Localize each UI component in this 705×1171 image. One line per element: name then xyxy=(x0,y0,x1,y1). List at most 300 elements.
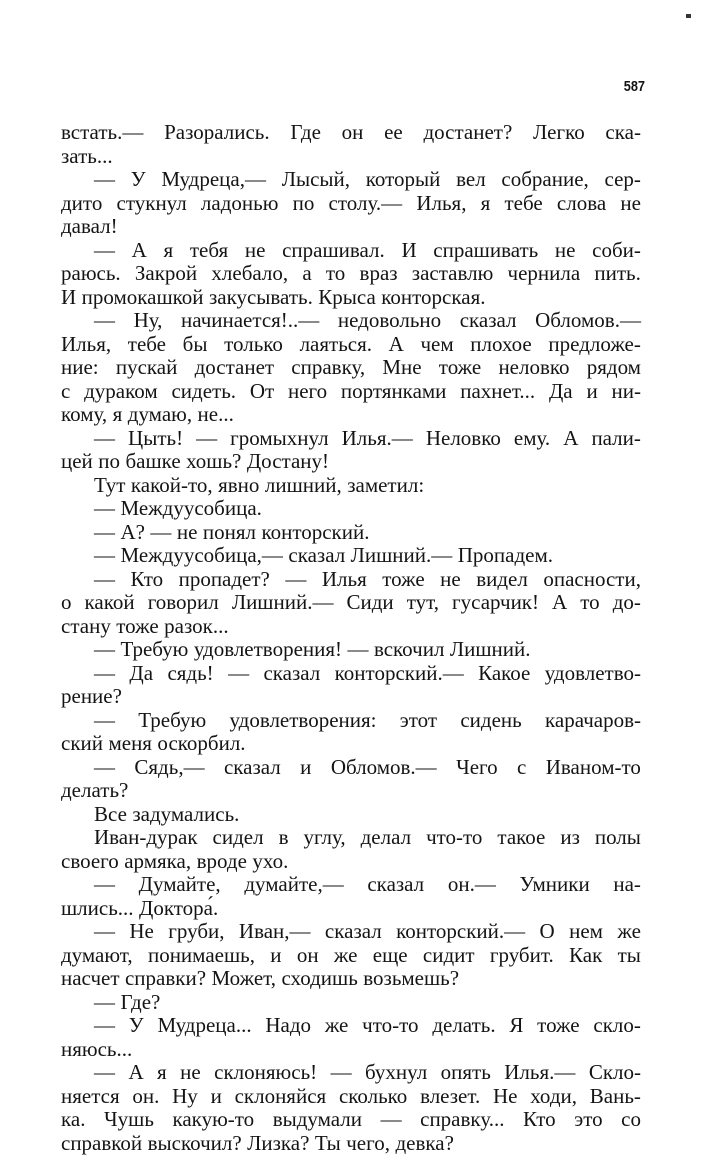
word: Легко xyxy=(533,120,585,144)
word: стану xyxy=(61,613,111,638)
word: не xyxy=(554,237,576,262)
word: я xyxy=(480,190,491,215)
word: Иван,— xyxy=(238,919,311,943)
text-line xyxy=(61,145,641,169)
word: Ну, xyxy=(133,308,163,332)
text-line xyxy=(61,662,641,686)
word: Междуусобица. xyxy=(120,496,262,520)
word: девка? xyxy=(395,1130,454,1155)
word: пропадет? xyxy=(178,566,270,591)
word: какую-то xyxy=(172,1107,255,1131)
word: — xyxy=(94,1013,115,1037)
word: с xyxy=(517,754,527,779)
word: Сядь,— xyxy=(134,754,205,779)
word: Крыса xyxy=(318,284,376,309)
word: — xyxy=(196,425,218,450)
word: справкой xyxy=(61,1130,143,1155)
word: портянками xyxy=(340,378,447,403)
word: Илья, xyxy=(61,331,112,356)
text-line xyxy=(61,215,641,239)
word: Достану! xyxy=(246,449,329,473)
word: ский xyxy=(61,731,103,755)
word: громыхнул xyxy=(230,425,329,450)
word: кому, xyxy=(61,402,108,426)
word: Лизка? xyxy=(247,1130,310,1155)
word: справку... xyxy=(420,1107,505,1131)
word: что-то xyxy=(426,825,483,849)
word: раюсь. xyxy=(61,261,121,285)
word: до- xyxy=(612,590,641,614)
word: еще xyxy=(372,942,408,967)
word: с xyxy=(61,378,71,403)
word: тут, xyxy=(406,590,439,614)
word: А xyxy=(563,425,579,450)
word: лаяться. xyxy=(299,331,373,356)
word: Мудреца,— xyxy=(161,167,266,191)
word: сходишь xyxy=(281,966,358,990)
word: А xyxy=(552,590,568,614)
word: неловко xyxy=(498,355,570,379)
text-line xyxy=(61,474,641,498)
word: склоняйся xyxy=(234,1083,327,1108)
word: чего, xyxy=(346,1130,390,1155)
word: Сиди xyxy=(346,590,394,614)
text-line xyxy=(61,192,641,216)
word: предложе- xyxy=(548,331,641,356)
word: делать. xyxy=(432,1013,496,1037)
text-line xyxy=(61,779,641,803)
word: — xyxy=(94,989,115,1014)
word: него xyxy=(287,378,328,403)
word: А? xyxy=(120,519,145,544)
word: Кто xyxy=(130,566,164,591)
word: то xyxy=(580,590,600,614)
text-line xyxy=(61,685,641,709)
word: — xyxy=(94,637,115,661)
word: — xyxy=(94,707,115,732)
word: Я xyxy=(509,1013,524,1037)
text-line xyxy=(61,1108,641,1132)
word: сказал xyxy=(288,543,346,567)
word: опасности, xyxy=(543,566,641,591)
word: заставлю xyxy=(411,261,494,285)
word: Закрой xyxy=(134,261,198,285)
word: же xyxy=(333,942,358,967)
word: — xyxy=(94,754,115,779)
word: У xyxy=(130,167,146,191)
word: полы xyxy=(594,825,641,849)
word: и xyxy=(210,1083,222,1108)
word: А xyxy=(131,237,147,262)
word: справки? xyxy=(124,966,207,990)
word: Мне xyxy=(382,355,422,379)
word: сказал xyxy=(367,872,425,896)
word: ни- xyxy=(611,378,641,403)
word: Цыть! xyxy=(128,425,184,450)
word: Требую xyxy=(120,637,189,661)
word: — xyxy=(94,237,115,262)
word: Иван-дурак xyxy=(94,825,198,849)
word: какой xyxy=(84,590,135,614)
word: по xyxy=(98,449,121,473)
word: Думайте, xyxy=(138,872,221,896)
word: Чушь xyxy=(104,1107,154,1131)
word: — xyxy=(94,543,115,567)
word: Лишний.— xyxy=(231,590,334,614)
word: который xyxy=(365,167,441,191)
word: конторский.— xyxy=(396,919,526,943)
word: ему. xyxy=(513,425,551,450)
word: башке xyxy=(125,449,181,473)
word: задумались. xyxy=(132,801,240,826)
word: — xyxy=(94,1060,115,1084)
word: достанет xyxy=(194,355,275,379)
word: — xyxy=(347,637,369,661)
word: склоняюсь! xyxy=(214,1060,318,1084)
word: Надо xyxy=(265,1013,312,1037)
text-line xyxy=(61,991,641,1015)
text-line xyxy=(61,427,641,451)
word: справку, xyxy=(291,355,366,379)
word: удовлетворения: xyxy=(229,707,377,732)
word: думают, xyxy=(61,942,133,967)
word: О xyxy=(539,919,555,943)
word: удовлетво- xyxy=(544,660,641,685)
word: нем xyxy=(569,919,603,943)
word: дито xyxy=(61,190,103,215)
word: Ты xyxy=(314,1130,341,1155)
word: ее xyxy=(384,120,403,144)
word: это xyxy=(574,1107,603,1131)
text-line xyxy=(61,920,641,944)
word: конторский.— xyxy=(334,660,464,685)
text-line xyxy=(61,967,641,991)
word: он xyxy=(341,120,364,144)
word: — xyxy=(228,660,250,685)
word: ухо. xyxy=(252,848,289,873)
word: Пропадем. xyxy=(457,543,553,567)
text-line xyxy=(61,356,641,380)
word: оскорбил. xyxy=(157,731,246,755)
word: Не xyxy=(129,919,154,943)
word: Иваном-то xyxy=(545,754,641,779)
word: опять xyxy=(440,1060,491,1084)
word: понимаешь, xyxy=(147,942,255,967)
word: меня xyxy=(108,731,152,755)
word: сказал xyxy=(263,660,321,685)
text-line xyxy=(61,544,641,568)
word: Чего xyxy=(456,754,498,779)
word: — xyxy=(94,425,115,450)
word: шлись... xyxy=(61,895,134,920)
word: скло- xyxy=(593,1013,641,1037)
word: думайте,— xyxy=(244,872,344,896)
word: И xyxy=(401,237,417,262)
word: я xyxy=(112,402,123,426)
word: рение? xyxy=(61,684,122,708)
word: разок... xyxy=(164,613,229,638)
word: — xyxy=(380,1107,402,1131)
text-line xyxy=(61,497,641,521)
word: он.— xyxy=(447,872,496,896)
word: влезет. xyxy=(420,1083,481,1108)
word: бухнул xyxy=(365,1060,428,1084)
word: Мудреца... xyxy=(157,1013,252,1037)
word: достанет? xyxy=(423,120,513,144)
word: не xyxy=(440,566,461,591)
word: какой-то, xyxy=(130,472,213,497)
text-body xyxy=(61,121,641,1155)
word: о xyxy=(61,590,72,614)
word: сидень xyxy=(460,707,522,732)
word: возьмешь? xyxy=(363,966,460,990)
word: промокашкой xyxy=(81,284,204,309)
text-line xyxy=(61,333,641,357)
word: говорил xyxy=(147,590,219,614)
word: я xyxy=(157,1060,167,1084)
word: по xyxy=(292,190,315,215)
word: Доктора́. xyxy=(139,895,219,920)
text-line xyxy=(61,380,641,404)
word: — xyxy=(150,519,172,544)
word: тебе xyxy=(127,331,167,356)
word: Скло- xyxy=(588,1060,641,1084)
word: Илья, xyxy=(416,190,467,215)
word: а xyxy=(302,261,312,285)
word: со xyxy=(621,1107,641,1131)
text-line xyxy=(61,709,641,733)
text-line xyxy=(61,568,641,592)
word: няется xyxy=(61,1083,120,1108)
word: сколько xyxy=(338,1083,408,1108)
word: тоже xyxy=(537,1013,580,1037)
word: не xyxy=(244,237,266,262)
text-line xyxy=(61,309,641,333)
word: давал! xyxy=(61,214,118,238)
word: — xyxy=(330,1060,352,1084)
text-line xyxy=(61,121,641,145)
word: только xyxy=(224,331,283,356)
text-line xyxy=(61,1014,641,1038)
text-line xyxy=(61,1061,641,1085)
word: няюсь... xyxy=(61,1036,133,1061)
word: думаю, xyxy=(127,402,193,426)
word: тебе xyxy=(504,190,543,215)
word: гусарчик! xyxy=(452,590,539,614)
page-number: 587 xyxy=(623,78,645,95)
word: Обломов.— xyxy=(535,308,641,332)
word: пить. xyxy=(594,261,641,285)
word: собрание, xyxy=(501,167,589,191)
word: вскочил xyxy=(373,637,445,661)
text-line xyxy=(61,756,641,780)
word: из xyxy=(560,825,580,849)
word: — xyxy=(94,919,115,943)
word: сидеть. xyxy=(171,378,237,403)
word: сидел xyxy=(212,825,264,849)
word: Илья xyxy=(321,566,367,591)
word: Междуусобица,— xyxy=(120,543,283,567)
text-line xyxy=(61,286,641,310)
word: такое xyxy=(497,825,546,849)
word: ходи, xyxy=(530,1083,578,1108)
word: — xyxy=(94,660,115,685)
word: Требую xyxy=(138,707,207,732)
word: — xyxy=(94,872,115,896)
word: явно xyxy=(218,472,260,497)
word: Илья.— xyxy=(504,1060,576,1084)
word: соби- xyxy=(592,237,641,262)
word: в xyxy=(278,825,289,849)
word: И xyxy=(61,284,77,309)
word: хошь? xyxy=(186,449,242,473)
word: углу, xyxy=(303,825,346,849)
word: сказал xyxy=(459,308,517,332)
word: и xyxy=(300,754,312,779)
word: делал xyxy=(360,825,412,849)
word: хлебало, xyxy=(211,261,289,285)
word: Как xyxy=(569,942,603,967)
word: выдумали xyxy=(272,1107,363,1131)
word: Умники xyxy=(519,872,590,896)
word: А xyxy=(128,1060,144,1084)
word: Илья.— xyxy=(341,425,413,450)
word: вел xyxy=(456,167,486,191)
word: Все xyxy=(94,801,127,826)
word: не xyxy=(176,519,198,544)
word: выскочил? xyxy=(147,1130,242,1155)
word: этот xyxy=(399,707,438,732)
word: заметил: xyxy=(347,472,425,497)
word: Какое xyxy=(478,660,531,685)
word: Не xyxy=(492,1083,518,1108)
word: Обломов.— xyxy=(330,754,437,779)
word: я xyxy=(163,237,174,262)
word: пали- xyxy=(591,425,641,450)
text-line xyxy=(61,732,641,756)
word: грубит. xyxy=(489,942,554,967)
word: делать? xyxy=(61,778,129,802)
word: столу.— xyxy=(328,190,403,215)
word: то xyxy=(325,261,346,285)
word: сказал xyxy=(324,919,382,943)
word: Тут xyxy=(94,472,126,497)
word: он xyxy=(296,942,319,967)
word: груби, xyxy=(168,919,225,943)
word: Лишний.— xyxy=(350,543,453,567)
word: насчет xyxy=(61,966,120,990)
word: же xyxy=(324,1013,349,1037)
text-line xyxy=(61,1038,641,1062)
word: конторская. xyxy=(381,284,486,309)
word: чем xyxy=(420,331,454,356)
word: От xyxy=(249,378,275,403)
word: удовлетворения! xyxy=(193,637,343,661)
word: ка. xyxy=(61,1107,86,1131)
word: же xyxy=(617,919,641,943)
word: пахнет... xyxy=(460,378,536,403)
text-line xyxy=(61,944,641,968)
text-line xyxy=(61,897,641,921)
word: спрашивал. xyxy=(282,237,385,262)
word: не xyxy=(180,1060,201,1084)
word: сказал xyxy=(223,754,281,779)
word: — xyxy=(94,566,115,591)
text-line xyxy=(61,1085,641,1109)
word: Да xyxy=(548,378,573,403)
word: — xyxy=(285,566,307,591)
word: зать... xyxy=(61,143,113,168)
word: Разорались. xyxy=(164,120,270,144)
text-line xyxy=(61,638,641,662)
word: сер- xyxy=(604,167,641,191)
text-line xyxy=(61,403,641,427)
word: Может, xyxy=(211,966,277,990)
word: Неловко xyxy=(425,425,501,450)
text-line xyxy=(61,615,641,639)
word: — xyxy=(94,308,115,332)
word: Вань- xyxy=(589,1083,641,1108)
word: понял xyxy=(202,519,256,544)
text-line xyxy=(61,262,641,286)
word: Лысый, xyxy=(281,167,351,191)
word: своего xyxy=(61,848,119,873)
text-line xyxy=(61,239,641,263)
word: — xyxy=(94,519,115,544)
word: ние: xyxy=(61,355,99,379)
text-line xyxy=(61,168,641,192)
word: армяка, xyxy=(124,848,192,873)
text-line xyxy=(61,450,641,474)
word: слова xyxy=(556,190,607,215)
word: тоже xyxy=(382,566,425,591)
word: лишний, xyxy=(264,472,342,497)
word: ска- xyxy=(605,120,641,144)
word: закусывать. xyxy=(208,284,313,309)
word: Лишний. xyxy=(449,637,531,661)
word: У xyxy=(128,1013,144,1037)
text-line xyxy=(61,826,641,850)
word: тоже xyxy=(438,355,482,379)
word: сидит xyxy=(422,942,475,967)
word: сядь! xyxy=(167,660,214,685)
word: чернила xyxy=(507,261,581,285)
word: Где xyxy=(290,120,321,144)
word: ты xyxy=(617,942,641,967)
word: рядом xyxy=(586,355,641,379)
word: начинается!..— xyxy=(180,308,320,332)
text-line xyxy=(61,873,641,897)
word: встать.— xyxy=(61,120,144,144)
word: карачаров- xyxy=(545,707,641,732)
word: — xyxy=(94,167,115,191)
text-line xyxy=(61,803,641,827)
word: что-то xyxy=(362,1013,419,1037)
word: Где? xyxy=(120,989,161,1014)
word: — xyxy=(94,496,115,520)
word: недовольно xyxy=(337,308,442,332)
word: спрашивать xyxy=(433,237,539,262)
word: тебя xyxy=(189,237,229,262)
word: тоже xyxy=(116,613,159,638)
word: вроде xyxy=(196,848,247,873)
word: Ну xyxy=(172,1083,198,1108)
word: цей xyxy=(61,449,93,473)
word: враз xyxy=(359,261,398,285)
scan-mark xyxy=(686,14,691,18)
word: Да xyxy=(129,660,154,685)
word: и xyxy=(586,378,598,403)
